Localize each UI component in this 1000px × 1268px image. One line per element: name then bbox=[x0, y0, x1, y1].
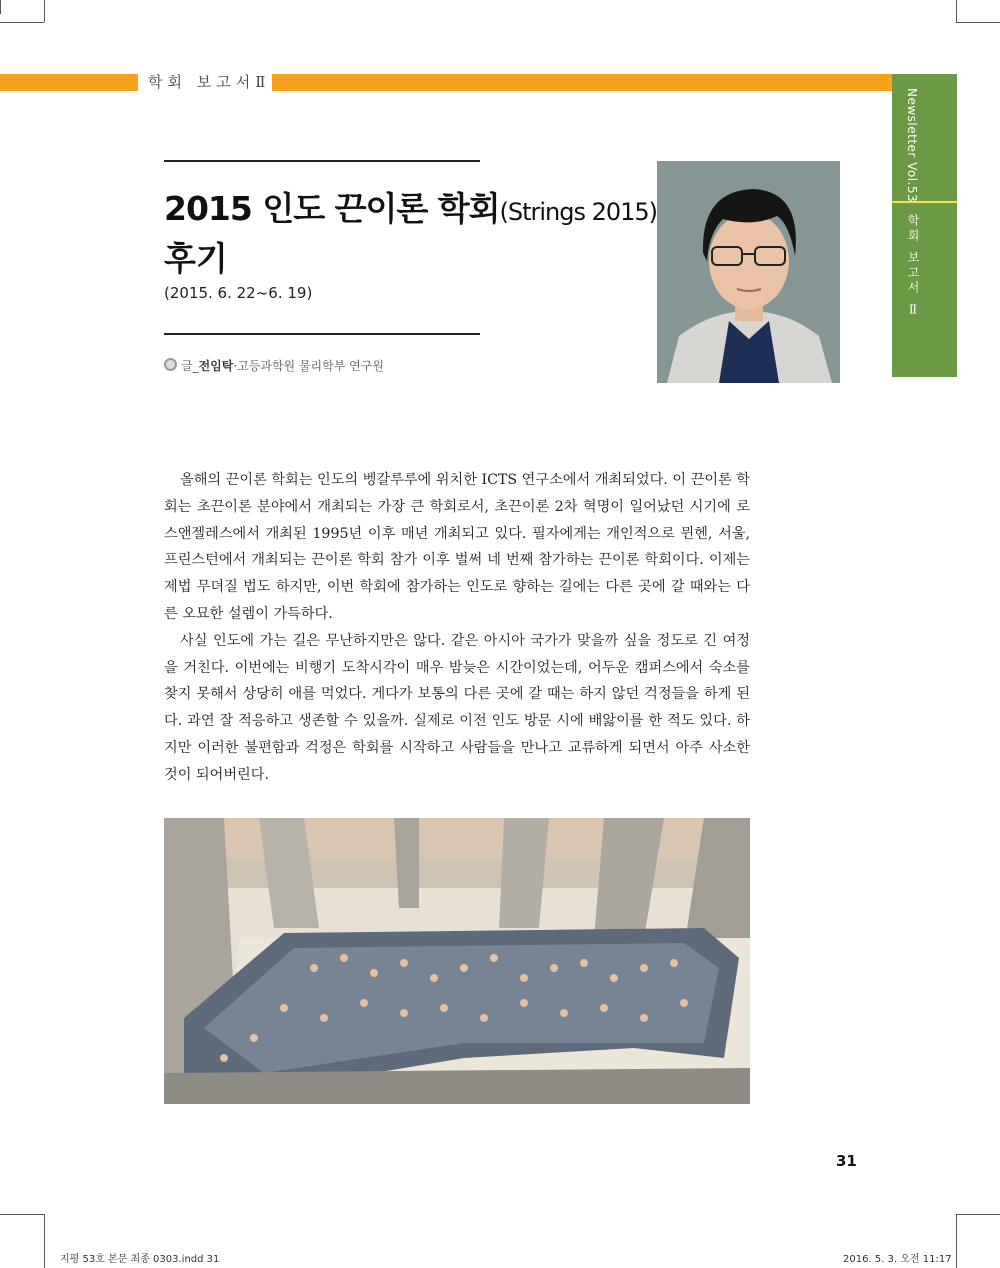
article-title-korean: 2015 인도 끈이론 학회 bbox=[164, 189, 500, 228]
article-title-latin: (Strings 2015) bbox=[499, 198, 658, 226]
crop-mark bbox=[0, 1214, 44, 1215]
article-dates: (2015. 6. 22~6. 19) bbox=[164, 284, 313, 302]
side-tab-divider bbox=[892, 201, 957, 203]
author-name: 전임탁 bbox=[198, 359, 234, 373]
crop-mark bbox=[0, 22, 44, 23]
paragraph: 올해의 끈이론 학회는 인도의 벵갈루루에 위치한 ICTS 연구소에서 개최되었다. 이 끈이론 학회는 초끈이론 분야에서 개최되는 가장 큰 학회로서, 초끈이론 2차 혁명이 일어났던 시기에 로스앤젤레스에서 개최된 1995년 이후 매년 개최되고 있다. 필자에게는 개인적으로 뮌헨, 서울, 프린스턴에서 개최되는 끈이론 학회 참가 이후 벌써 네 번째 참가하는 끈이론 학회이다. 이제는 제법 무뎌질 법도 하지만, 이번 학회에 참가하는 인도로 향하는 길에는 다른 곳에 갈 때와는 다른 오묘한 설렘이 가득하다. bbox=[164, 472, 750, 622]
page-number: 31 bbox=[836, 1152, 857, 1170]
title-rule-top bbox=[164, 160, 480, 162]
section-label: 학회 보고서Ⅱ bbox=[148, 73, 271, 91]
author-affiliation: ·고등과학원 물리학부 연구원 bbox=[233, 359, 384, 373]
crop-mark bbox=[44, 1214, 45, 1268]
footer-file-info: 지평 53호 본문 최종 0303.indd 31 bbox=[60, 1254, 220, 1265]
footer-date: 2016. 5. 3. 오전 11:17 bbox=[843, 1254, 952, 1265]
crop-mark bbox=[956, 0, 957, 22]
side-tab-newsletter: Newsletter Vol.53 bbox=[905, 88, 919, 203]
header-bar-left bbox=[0, 74, 138, 91]
author-prefix: 글_ bbox=[181, 359, 199, 373]
crop-mark bbox=[956, 1214, 957, 1268]
article-title bbox=[164, 187, 657, 234]
side-tab-section: 학회 보고서 Ⅱ bbox=[906, 214, 920, 320]
author-line bbox=[164, 357, 384, 374]
article-body bbox=[164, 467, 750, 789]
author-photo bbox=[657, 161, 840, 383]
crop-mark bbox=[956, 22, 1000, 23]
header-bar-right bbox=[272, 74, 892, 91]
crop-mark bbox=[956, 1214, 1000, 1215]
article-title-line2: 후기 bbox=[164, 239, 228, 278]
crop-mark bbox=[44, 0, 45, 22]
paragraph: 사실 인도에 가는 길은 무난하지만은 않다. 같은 아시아 국가가 맞을까 싶을 정도로 긴 여정을 거친다. 이번에는 비행기 도착시각이 매우 밤늦은 시간이었는데, 어두운 캠퍼스에서 숙소를 찾지 못해서 상당히 애를 먹었다. 게다가 보통의 다른 곳에 갈 때는 하지 않던 걱정들을 하게 된다. 과연 잘 적응하고 생존할 수 있을까. 실제로 이전 인도 방문 시에 배앓이를 한 적도 있다. 하지만 이러한 불편함과 걱정은 학회를 시작하고 사람들을 만나고 교류하게 되면서 아주 사소한 것이 되어버린다. bbox=[164, 632, 750, 783]
group-photo bbox=[164, 818, 750, 1104]
crop-mark bbox=[0, 0, 1, 14]
bullet-icon bbox=[164, 358, 177, 371]
title-rule-bottom bbox=[164, 333, 480, 335]
side-tab bbox=[892, 74, 957, 377]
